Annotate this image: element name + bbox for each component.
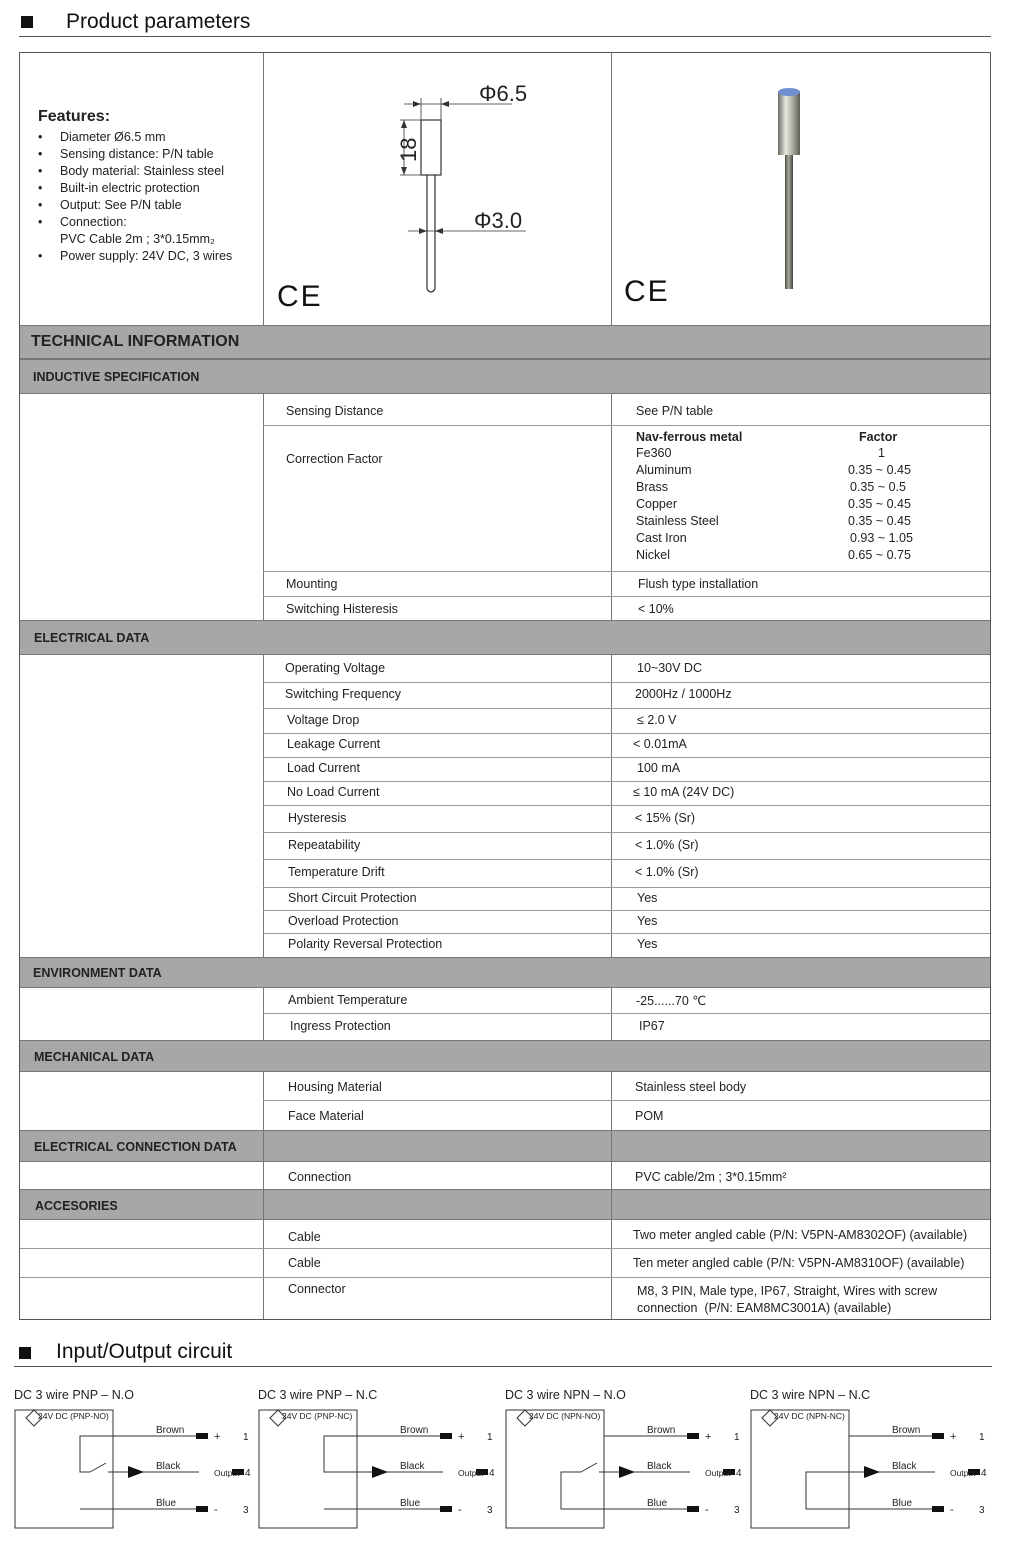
column-divider <box>611 988 612 1040</box>
feature-item: • Connection: PVC Cable 2m ; 3*0.15mm₂ <box>38 214 232 248</box>
electrical-label: Overload Protection <box>288 914 399 928</box>
row-divider <box>263 887 990 888</box>
row-divider <box>263 832 990 833</box>
row-divider <box>20 1277 990 1278</box>
pin-3-label: 3 <box>734 1505 740 1516</box>
accessory-label: Cable <box>288 1230 321 1244</box>
circuit-box-label: 24V DC (PNP-NC) <box>282 1411 353 1421</box>
sensing-distance-label: Sensing Distance <box>286 404 384 418</box>
feature-item: • Built-in electric protection <box>38 180 232 197</box>
row-divider <box>263 682 990 683</box>
electrical-value: 2000Hz / 1000Hz <box>635 687 732 701</box>
wire-blue-label: Blue <box>400 1498 421 1509</box>
accessory-label: Connector <box>288 1282 346 1296</box>
correction-factor: 0.65 ~ 0.75 <box>848 548 911 562</box>
electrical-label: Leakage Current <box>287 737 381 751</box>
face-material-label: Face Material <box>288 1109 364 1123</box>
feature-item: • Power supply: 24V DC, 3 wires <box>38 248 232 265</box>
electrical-value: < 0.01mA <box>633 737 687 751</box>
electrical-value: Yes <box>637 937 658 951</box>
electrical-value: < 1.0% (Sr) <box>635 838 699 852</box>
electrical-label: Polarity Reversal Protection <box>288 937 443 951</box>
circuit-diagram <box>505 1388 750 1533</box>
pin-4-label: 4 <box>981 1468 987 1479</box>
diameter-top-label: Φ6.5 <box>479 81 528 106</box>
correction-metal: Aluminum <box>636 463 692 477</box>
technical-information-header: TECHNICAL INFORMATION <box>20 325 990 359</box>
pin-3-label: 3 <box>243 1505 249 1516</box>
electrical-label: Short Circuit Protection <box>288 891 417 905</box>
hysteresis-value: < 10% <box>638 602 674 616</box>
correction-metal: Copper <box>636 497 677 511</box>
row-divider <box>263 425 990 426</box>
spec-table <box>19 52 991 1320</box>
circuit-diagram <box>258 1388 503 1533</box>
environment-data-header: ENVIRONMENT DATA <box>20 957 990 988</box>
electrical-connection-header: ELECTRICAL CONNECTION DATA <box>20 1130 990 1162</box>
column-divider <box>263 1162 264 1189</box>
feature-item: • Diameter Ø6.5 mm <box>38 129 232 146</box>
row-divider <box>263 933 990 934</box>
electrical-value: 10~30V DC <box>637 661 702 675</box>
pin-4-label: 4 <box>489 1468 495 1479</box>
pin-1-label: 1 <box>979 1432 985 1443</box>
electrical-value: 100 mA <box>637 761 681 775</box>
features-title: Features: <box>38 108 111 125</box>
section-title-io-circuit: Input/Output circuit <box>56 1340 233 1363</box>
section-title-product-parameters: Product parameters <box>66 10 251 33</box>
accessory-value: Two meter angled cable (P/N: V5PN-AM8302OF) (available) <box>633 1228 968 1242</box>
electrical-value: < 1.0% (Sr) <box>635 865 699 879</box>
circuit-box-label: 24V DC (PNP-NO) <box>38 1411 109 1421</box>
hysteresis-label: Switching Histeresis <box>286 602 398 616</box>
mounting-label: Mounting <box>286 577 338 591</box>
correction-metal: Stainless Steel <box>636 514 719 528</box>
correction-metal: Cast Iron <box>636 531 687 545</box>
feature-item: • Body material: Stainless steel <box>38 163 232 180</box>
circuit-box-label: 24V DC (NPN-NO) <box>529 1411 601 1421</box>
ingress-protection-label: Ingress Protection <box>290 1019 391 1033</box>
plus-terminal-label: + <box>458 1431 465 1443</box>
circuit-title: DC 3 wire PNP – N.C <box>258 1388 378 1402</box>
electrical-label: Repeatability <box>288 838 361 852</box>
section-divider <box>14 1366 992 1367</box>
ce-mark: CE <box>624 275 670 308</box>
wire-brown-label: Brown <box>892 1425 921 1436</box>
minus-terminal-label: - <box>458 1504 462 1516</box>
column-divider <box>611 1220 612 1319</box>
circuit-schematic <box>505 1406 745 1531</box>
electrical-label: Switching Frequency <box>285 687 402 701</box>
electrical-value: ≤ 10 mA (24V DC) <box>633 785 735 799</box>
electrical-label: No Load Current <box>287 785 380 799</box>
circuit-schematic <box>258 1406 498 1531</box>
row-divider <box>263 1100 990 1101</box>
wire-brown-label: Brown <box>400 1425 429 1436</box>
connection-value: PVC cable/2m ; 3*0.15mm² <box>635 1170 787 1184</box>
correction-factor: 0.35 ~ 0.45 <box>848 497 911 511</box>
row-divider <box>263 757 990 758</box>
electrical-data-header: ELECTRICAL DATA <box>20 620 990 655</box>
electrical-value: Yes <box>637 891 658 905</box>
section-bullet <box>19 1347 31 1359</box>
output-label: Output <box>950 1468 976 1478</box>
housing-material-value: Stainless steel body <box>635 1080 747 1094</box>
correction-factor: 0.35 ~ 0.5 <box>850 480 906 494</box>
row-divider <box>263 1013 990 1014</box>
section-bullet <box>21 16 33 28</box>
circuit-title: DC 3 wire PNP – N.O <box>14 1388 134 1402</box>
column-divider <box>263 1190 264 1219</box>
circuit-title: DC 3 wire NPN – N.O <box>505 1388 626 1402</box>
correction-metal: Nickel <box>636 548 671 562</box>
column-divider <box>263 1220 264 1319</box>
output-label: Output <box>458 1468 484 1478</box>
column-divider <box>611 1162 612 1189</box>
circuit-diagram <box>14 1388 259 1533</box>
row-divider <box>263 910 990 911</box>
pin-4-label: 4 <box>245 1468 251 1479</box>
feature-item: • Output: See P/N table <box>38 197 232 214</box>
column-divider <box>611 394 612 620</box>
column-divider <box>263 1072 264 1130</box>
minus-terminal-label: - <box>214 1504 218 1516</box>
pin-1-label: 1 <box>734 1432 740 1443</box>
minus-terminal-label: - <box>950 1504 954 1516</box>
row-divider <box>263 733 990 734</box>
mechanical-data-header: MECHANICAL DATA <box>20 1040 990 1072</box>
wire-black-label: Black <box>647 1461 672 1472</box>
ambient-temperature-value: -25......70 ℃ <box>636 994 707 1008</box>
correction-metal: Brass <box>636 480 668 494</box>
column-divider <box>263 394 264 620</box>
electrical-label: Load Current <box>287 761 360 775</box>
accessories-header: ACCESORIES <box>20 1189 990 1220</box>
inductive-specification-header: INDUCTIVE SPECIFICATION <box>20 359 990 394</box>
wire-black-label: Black <box>892 1461 917 1472</box>
connection-label: Connection <box>288 1170 352 1184</box>
row-divider <box>263 781 990 782</box>
electrical-label: Operating Voltage <box>285 661 386 675</box>
correction-factor-label: Correction Factor <box>286 452 383 466</box>
row-divider <box>263 596 990 597</box>
correction-factor: 0.35 ~ 0.45 <box>848 463 911 477</box>
row-divider <box>20 1248 990 1249</box>
pin-1-label: 1 <box>487 1432 493 1443</box>
correction-col-factor: Factor <box>859 430 898 444</box>
column-divider <box>611 1072 612 1130</box>
correction-col-metal: Nav-ferrous metal <box>636 430 743 444</box>
pin-3-label: 3 <box>979 1505 985 1516</box>
electrical-value: Yes <box>637 914 658 928</box>
wire-blue-label: Blue <box>892 1498 913 1509</box>
accessory-value: Ten meter angled cable (P/N: V5PN-AM8310OF) (available) <box>633 1256 965 1270</box>
wire-blue-label: Blue <box>156 1498 177 1509</box>
housing-material-label: Housing Material <box>288 1080 382 1094</box>
wire-blue-label: Blue <box>647 1498 668 1509</box>
accessory-value: M8, 3 PIN, Male type, IP67, Straight, Wires with screw connection (P/N: EAM8MC3001A) (available) <box>637 1284 938 1315</box>
pin-1-label: 1 <box>243 1432 249 1443</box>
section-divider <box>19 36 991 37</box>
wire-brown-label: Brown <box>647 1425 676 1436</box>
electrical-value: ≤ 2.0 V <box>637 713 677 727</box>
row-divider <box>263 708 990 709</box>
electrical-value: < 15% (Sr) <box>635 811 696 825</box>
correction-factor: 0.93 ~ 1.05 <box>850 531 913 545</box>
output-label: Output <box>214 1468 240 1478</box>
circuit-schematic <box>14 1406 254 1531</box>
minus-terminal-label: - <box>705 1504 709 1516</box>
electrical-label: Hysteresis <box>288 811 347 825</box>
correction-factor: 1 <box>878 446 885 460</box>
electrical-label: Temperature Drift <box>288 865 385 879</box>
column-divider <box>611 1131 612 1161</box>
ambient-temperature-label: Ambient Temperature <box>288 993 408 1007</box>
circuit-box-label: 24V DC (NPN-NC) <box>774 1411 845 1421</box>
diameter-bottom-label: Φ3.0 <box>474 208 523 233</box>
accessory-label: Cable <box>288 1256 321 1270</box>
plus-terminal-label: + <box>214 1431 221 1443</box>
features-list <box>38 129 232 265</box>
pin-3-label: 3 <box>487 1505 493 1516</box>
electrical-label: Voltage Drop <box>287 713 360 727</box>
wire-black-label: Black <box>400 1461 425 1472</box>
plus-terminal-label: + <box>950 1431 957 1443</box>
correction-factor: 0.35 ~ 0.45 <box>848 514 911 528</box>
mounting-value: Flush type installation <box>638 577 759 591</box>
plus-terminal-label: + <box>705 1431 712 1443</box>
circuit-title: DC 3 wire NPN – N.C <box>750 1388 871 1402</box>
row-divider <box>263 859 990 860</box>
feature-item: • Sensing distance: P/N table <box>38 146 232 163</box>
column-divider <box>611 1190 612 1219</box>
sensing-distance-value: See P/N table <box>636 404 714 418</box>
circuit-diagram <box>750 1388 995 1533</box>
ingress-protection-value: IP67 <box>639 1019 665 1033</box>
correction-metal: Fe360 <box>636 446 672 460</box>
pin-4-label: 4 <box>736 1468 742 1479</box>
column-divider <box>263 1131 264 1161</box>
row-divider <box>263 571 990 572</box>
face-material-value: POM <box>635 1109 664 1123</box>
output-label: Output <box>705 1468 731 1478</box>
ce-mark: CE <box>277 280 323 313</box>
column-divider <box>263 988 264 1040</box>
length-label: 18 <box>396 137 421 162</box>
row-divider <box>263 805 990 806</box>
column-divider <box>263 655 264 957</box>
column-divider <box>611 655 612 957</box>
wire-brown-label: Brown <box>156 1425 185 1436</box>
wire-black-label: Black <box>156 1461 181 1472</box>
circuit-schematic <box>750 1406 990 1531</box>
